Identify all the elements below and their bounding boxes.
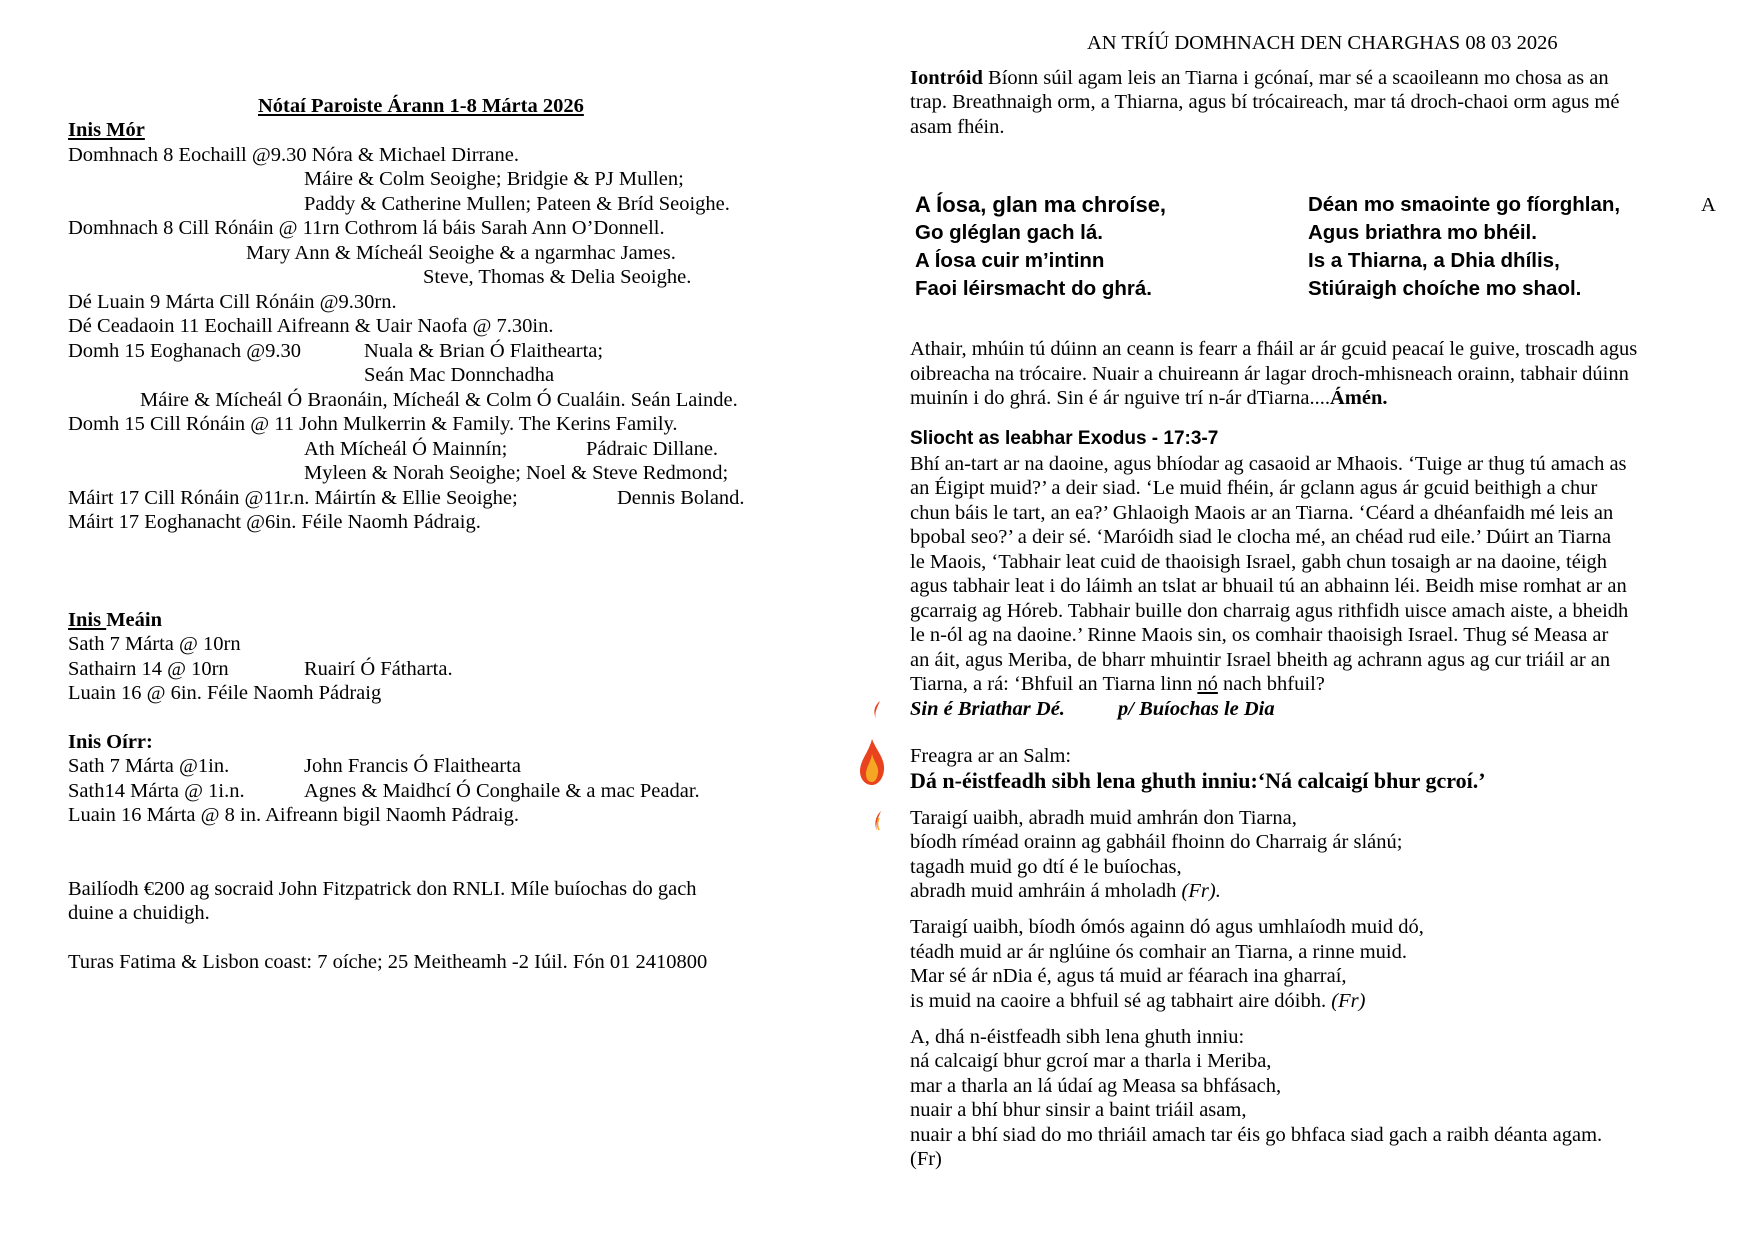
- inis-mor-line: Paddy & Catherine Mullen; Pateen & Bríd Seoighe.: [304, 193, 730, 215]
- introit-label: Iontróid: [910, 67, 983, 89]
- introit-line: asam fhéin.: [910, 116, 1005, 138]
- psalm-fr: (Fr).: [1181, 880, 1221, 902]
- hymn-marker: A: [1701, 194, 1716, 216]
- inis-mor-line: Dennis Boland.: [617, 487, 745, 509]
- psalm-verse-line: ná calcaigí bhur gcroí mar a tharla i Meriba,: [910, 1050, 1272, 1072]
- inis-mor-line: Domhnach 8 Eochaill @9.30 Nóra & Michael Dirrane.: [68, 144, 519, 166]
- inis-meain-heading-a: Inis: [68, 609, 107, 631]
- reading-close-a: Sin é Briathar Dé.: [910, 698, 1065, 720]
- reading-line: [910, 672, 1325, 697]
- prayer-line: [910, 386, 1388, 411]
- psalm-verse-line: bíodh ríméad orainn ag gabháil fhoinn do Charraig ár slánú;: [910, 831, 1403, 853]
- hymn-line: Go gléglan gach lá.: [915, 221, 1103, 244]
- page-header-title: AN TRÍÚ DOMHNACH DEN CHARGHAS 08 03 2026: [1087, 32, 1558, 54]
- left-title: Nótaí Paroiste Árann 1-8 Márta 2026: [258, 95, 584, 117]
- inis-mor-line: Máire & Colm Seoighe; Bridgie & PJ Mullen;: [304, 168, 684, 190]
- inis-mor-line: Steve, Thomas & Delia Seoighe.: [423, 266, 692, 288]
- inis-mor-line: Seán Mac Donnchadha: [364, 364, 555, 386]
- reading-line: le Maois, ‘Tabhair leat cuid de thaoisigh Israel, gabh chun tosaigh ar na daoine, téigh: [910, 551, 1608, 573]
- inis-oirr-line: John Francis Ó Flaithearta: [304, 755, 521, 777]
- inis-mor-heading: Inis Mór: [68, 119, 145, 141]
- psalm-verse-line: nuair a bhí bhur sinsir a baint triáil asam,: [910, 1099, 1247, 1121]
- psalm-verse-line: Taraigí uaibh, abradh muid amhrán don Tiarna,: [910, 807, 1297, 829]
- inis-oirr-line: Agnes & Maidhcí Ó Conghaile & a mac Peadar.: [304, 780, 700, 802]
- inis-mor-line: Máirt 17 Eoghanacht @6in. Féile Naomh Pádraig.: [68, 511, 481, 533]
- reading-line: chun báis le tart, an ea?’ Ghlaoigh Maois ar an Tiarna. ‘Céard a dhéanfaidh mé leis an: [910, 502, 1614, 524]
- psalm-verse-text: is muid na caoire a bhfuil sé ag tabhairt aire dóibh.: [910, 990, 1332, 1012]
- inis-mor-line: Dé Luain 9 Márta Cill Rónáin @9.30rn.: [68, 291, 397, 313]
- reading-heading: Sliocht as leabhar Exodus - 17:3-7: [910, 428, 1219, 449]
- introit-line: trap. Breathnaigh orm, a Thiarna, agus bí trócaireach, mar tá droch-chaoi orm agus mé: [910, 91, 1620, 113]
- inis-mor-line: Domhnach 8 Cill Rónáin @ 11rn Cothrom lá báis Sarah Ann O’Donnell.: [68, 217, 665, 239]
- psalm-verse-line: Mar sé ár nDia é, agus tá muid ar féarach ina gharraí,: [910, 965, 1347, 987]
- flame-icon: [871, 810, 885, 832]
- flame-icon: [858, 738, 886, 786]
- inis-meain-line: Sathairn 14 @ 10rn: [68, 658, 229, 680]
- inis-meain-line: Luain 16 @ 6in. Féile Naomh Pádraig: [68, 682, 382, 704]
- reading-line: le n-ól ag na daoine.’ Rinne Maois sin, os comhair thaoisigh Israel. Thug sé Measa ar: [910, 624, 1609, 646]
- psalm-verse-line: mar a tharla an lá údaí ag Measa sa bhfásach,: [910, 1075, 1282, 1097]
- prayer-line: oibreacha na trócaire. Nuair a chuireann ár lagar droch-mhisneach orainn, tabhair dúinn: [910, 363, 1629, 385]
- reading-line: an áit, agus Meriba, de bharr mhuintir Israel bheith ag achrann agus ag cur triáil ar an: [910, 649, 1611, 671]
- inis-meain-line: Sath 7 Márta @ 10rn: [68, 633, 241, 655]
- inis-mor-line: Nuala & Brian Ó Flaithearta;: [364, 340, 604, 362]
- inis-mor-line: Máirt 17 Cill Rónáin @11r.n. Máirtín & Ellie Seoighe;: [68, 487, 518, 509]
- inis-mor-line: Mary Ann & Mícheál Seoighe & a ngarmhac James.: [246, 242, 676, 264]
- hymn-line: Déan mo smaointe go fíorghlan,: [1308, 193, 1621, 216]
- inis-mor-line: Dé Ceadaoin 11 Eochaill Aifreann & Uair Naofa @ 7.30in.: [68, 315, 554, 337]
- psalm-response: Dá n-éistfeadh sibh lena ghuth inniu:‘Ná calcaigí bhur gcroí.’: [910, 768, 1486, 793]
- hymn-line: Faoi léirsmacht do ghrá.: [915, 277, 1152, 300]
- psalm-verse-line: (Fr): [910, 1148, 942, 1170]
- reading-line: Bhí an-tart ar na daoine, agus bhíodar ag casaoid ar Mhaois. ‘Tuige ar thug tú amach as: [910, 453, 1627, 475]
- notice-line: Turas Fatima & Lisbon coast: 7 oíche; 25 Meitheamh -2 Iúil. Fón 01 2410800: [68, 951, 708, 973]
- inis-meain-heading-b: Meáin: [106, 609, 162, 631]
- hymn-line: Is a Thiarna, a Dhia dhílis,: [1308, 249, 1560, 272]
- prayer-text: muinín i do ghrá. Sin é ár nguive trí n-ár dTiarna....: [910, 387, 1330, 409]
- inis-oirr-line: Luain 16 Márta @ 8 in. Aifreann bigil Naomh Pádraig.: [68, 804, 519, 826]
- psalm-verse-line: tagadh muid go dtí é le buíochas,: [910, 856, 1182, 878]
- reading-last-u: nó: [1197, 673, 1218, 695]
- psalm-fr: (Fr): [1331, 990, 1366, 1012]
- prayer-line: Athair, mhúin tú dúinn an ceann is fearr a fháil ar ár gcuid peacaí le guive, troscadh agus: [910, 338, 1638, 360]
- reading-line: agus tabhair leat i do láimh an tslat ar bhuail tú an abhainn léi. Beidh mise romhat ar an: [910, 575, 1627, 597]
- inis-oirr-heading: Inis Oírr:: [68, 731, 153, 753]
- flame-icon: [871, 700, 885, 720]
- prayer-amen: Ámén.: [1330, 387, 1388, 409]
- hymn-line: A Íosa, glan ma chroíse,: [915, 192, 1167, 217]
- inis-oirr-line: Sath 7 Márta @1in.: [68, 755, 230, 777]
- inis-mor-line: Pádraic Dillane.: [586, 438, 719, 460]
- psalm-label: Freagra ar an Salm:: [910, 745, 1072, 767]
- reading-line: bpobal seo?’ a deir sé. ‘Maróidh siad le clocha mé, an chéad rud eile.’ Dúirt an Tiarna: [910, 526, 1612, 548]
- reading-last-a: Tiarna, a rá: ‘Bhfuil an Tiarna linn: [910, 673, 1198, 695]
- reading-line: gcarraig ag Hóreb. Tabhair buille don charraig agus rithfidh uisce amach aiste, a bheidh: [910, 600, 1629, 622]
- inis-mor-line: Myleen & Norah Seoighe; Noel & Steve Redmond;: [304, 462, 729, 484]
- psalm-verse-line: [910, 879, 1221, 904]
- reading-close-b: p/ Buíochas le Dia: [1118, 698, 1275, 720]
- inis-mor-line: Domh 15 Cill Rónáin @ 11 John Mulkerrin & Family. The Kerins Family.: [68, 413, 678, 435]
- notice-line: duine a chuidigh.: [68, 902, 210, 924]
- inis-mor-line: Ath Mícheál Ó Mainnín;: [304, 438, 508, 460]
- psalm-verse-line: nuair a bhí siad do mo thriáil amach tar éis go bhfaca siad gach a raibh déanta agam.: [910, 1124, 1603, 1146]
- inis-mor-line: Máire & Mícheál Ó Braonáin, Mícheál & Colm Ó Cualáin. Seán Lainde.: [140, 389, 738, 411]
- inis-mor-line: Domh 15 Eoghanach @9.30: [68, 340, 301, 362]
- psalm-verse-line: [910, 989, 1365, 1014]
- hymn-line: Agus briathra mo bhéil.: [1308, 221, 1537, 244]
- psalm-verse-line: téadh muid ar ár nglúine ós comhair an Tiarna, a rinne muid.: [910, 941, 1408, 963]
- notice-line: Bailíodh €200 ag socraid John Fitzpatrick don RNLI. Míle buíochas do gach: [68, 878, 697, 900]
- psalm-verse-text: abradh muid amhráin á mholadh: [910, 880, 1182, 902]
- psalm-verse-line: A, dhá n-éistfeadh sibh lena ghuth inniu:: [910, 1026, 1245, 1048]
- hymn-line: A Íosa cuir m’intinn: [915, 249, 1105, 272]
- reading-last-b: nach bhfuil?: [1217, 673, 1325, 695]
- psalm-verse-line: Taraigí uaibh, bíodh ómós againn dó agus umhlaíodh muid dó,: [910, 916, 1424, 938]
- hymn-line: Stiúraigh choíche mo shaol.: [1308, 277, 1582, 300]
- introit-text: Bíonn súil agam leis an Tiarna i gcónaí, mar sé a scaoileann mo chosa as an: [982, 67, 1609, 89]
- reading-line: an Éigipt muid?’ a deir siad. ‘Le muid fhéin, ár gclann agus ár gcuid beithigh a chur: [910, 477, 1598, 499]
- inis-meain-heading: [68, 608, 162, 633]
- inis-oirr-line: Sath14 Márta @ 1i.n.: [68, 780, 245, 802]
- introit-line: [910, 66, 1609, 91]
- inis-meain-line: Ruairí Ó Fátharta.: [304, 658, 453, 680]
